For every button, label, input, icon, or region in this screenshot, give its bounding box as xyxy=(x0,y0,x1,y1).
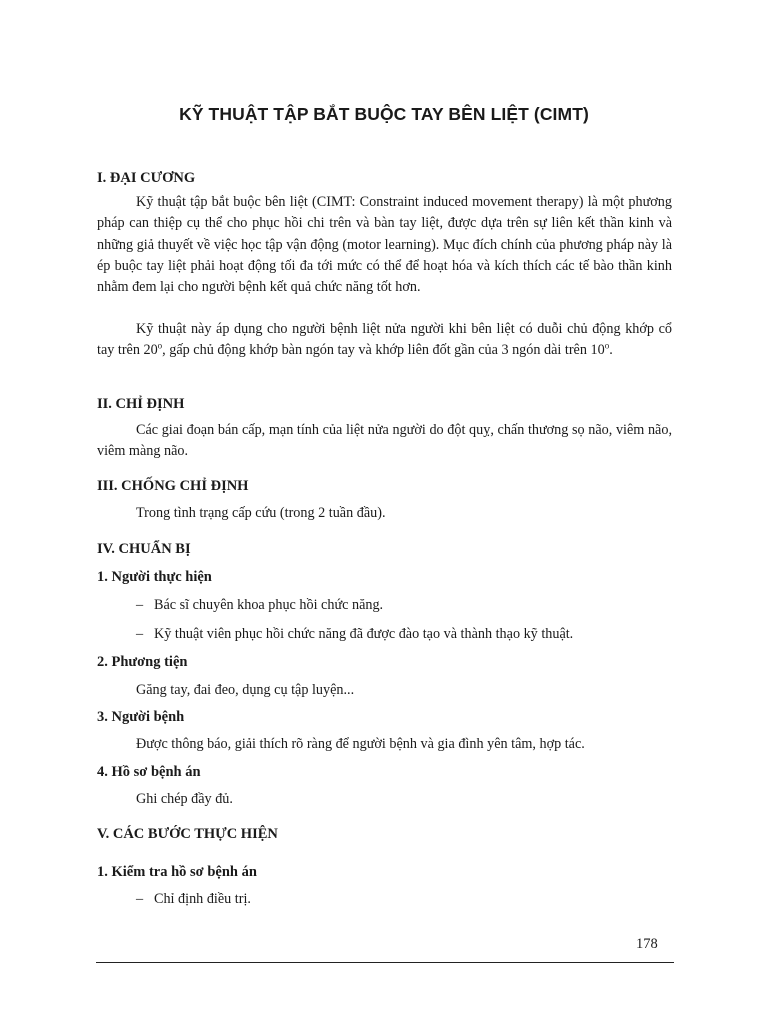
paragraph-text: Kỹ thuật này áp dụng cho người bệnh liệt nửa người khi bên liệt có duỗi chủ động khớp cổ tay trên 20 xyxy=(97,321,672,359)
dash-bullet: – xyxy=(136,891,144,907)
subheading-kiem-tra-ho-so: 1. Kiểm tra hồ sơ bệnh án xyxy=(97,864,257,880)
text-ho-so-benh-an: Ghi chép đầy đủ. xyxy=(136,791,233,807)
subheading-nguoi-benh: 3. Người bệnh xyxy=(97,709,185,725)
list-item-text: Kỹ thuật viên phục hồi chức năng đã được đào tạo và thành thạo kỹ thuật. xyxy=(154,626,574,642)
list-item-text: Chỉ định điều trị. xyxy=(154,891,251,907)
section-heading-dai-cuong: I. ĐẠI CƯƠNG xyxy=(97,170,196,186)
section-heading-chong-chi-dinh: III. CHỐNG CHỈ ĐỊNH xyxy=(97,478,249,494)
list-item-text: Bác sĩ chuyên khoa phục hồi chức năng. xyxy=(154,597,384,613)
degree-symbol: o xyxy=(157,340,163,351)
subheading-ho-so-benh-an: 4. Hồ sơ bệnh án xyxy=(97,764,201,780)
list-item xyxy=(136,891,251,908)
paragraph-chi-dinh: Các giai đoạn bán cấp, mạn tính của liệt nửa người do đột quỵ, chấn thương sọ não, viêm não, viêm màng não. xyxy=(97,422,672,460)
list-item xyxy=(136,626,573,643)
degree-symbol: o xyxy=(604,340,610,351)
paragraph-dai-cuong-2 xyxy=(97,319,672,362)
paragraph-text: , gấp chủ động khớp bàn ngón tay và khớp liên đốt gần của 3 ngón dài trên 10 xyxy=(162,342,605,359)
list-item xyxy=(136,597,383,614)
text-chong-chi-dinh: Trong tình trạng cấp cứu (trong 2 tuần đầu). xyxy=(136,505,386,521)
section-heading-chi-dinh: II. CHỈ ĐỊNH xyxy=(97,396,185,412)
text-nguoi-benh: Được thông báo, giải thích rõ ràng để người bệnh và gia đình yên tâm, hợp tác. xyxy=(136,736,585,752)
page-title: KỸ THUẬT TẬP BẮT BUỘC TAY BÊN LIỆT (CIMT) xyxy=(179,104,589,124)
section-heading-chuan-bi: IV. CHUẨN BỊ xyxy=(97,541,191,557)
page-number: 178 xyxy=(636,936,658,952)
paragraph-dai-cuong-1: Kỹ thuật tập bắt buộc bên liệt (CIMT: Constraint induced movement therapy) là một phương pháp can thiệp cụ thể cho phục hồi chi trên và bàn tay liệt, được dựa trên sự liên kết thần kinh và những giả thuyết về việc học tập vận động (motor learning). Mục đích chính của phương pháp này là ép buộc tay liệt phải hoạt động tối đa tới mức có thể để hoạt hóa và kích thích các tế bào thần kinh nhằm đem lại cho người bệnh kết quả chức năng tốt hơn. xyxy=(97,194,672,296)
text-phuong-tien: Găng tay, đai đeo, dụng cụ tập luyện... xyxy=(136,682,355,698)
subheading-nguoi-thuc-hien: 1. Người thực hiện xyxy=(97,569,212,585)
section-heading-cac-buoc-thuc-hien: V. CÁC BƯỚC THỰC HIỆN xyxy=(97,826,278,842)
dash-bullet: – xyxy=(136,597,144,613)
dash-bullet: – xyxy=(136,626,144,642)
subheading-phuong-tien: 2. Phương tiện xyxy=(97,654,188,670)
footer-rule xyxy=(96,962,674,963)
paragraph-text: . xyxy=(609,342,613,359)
